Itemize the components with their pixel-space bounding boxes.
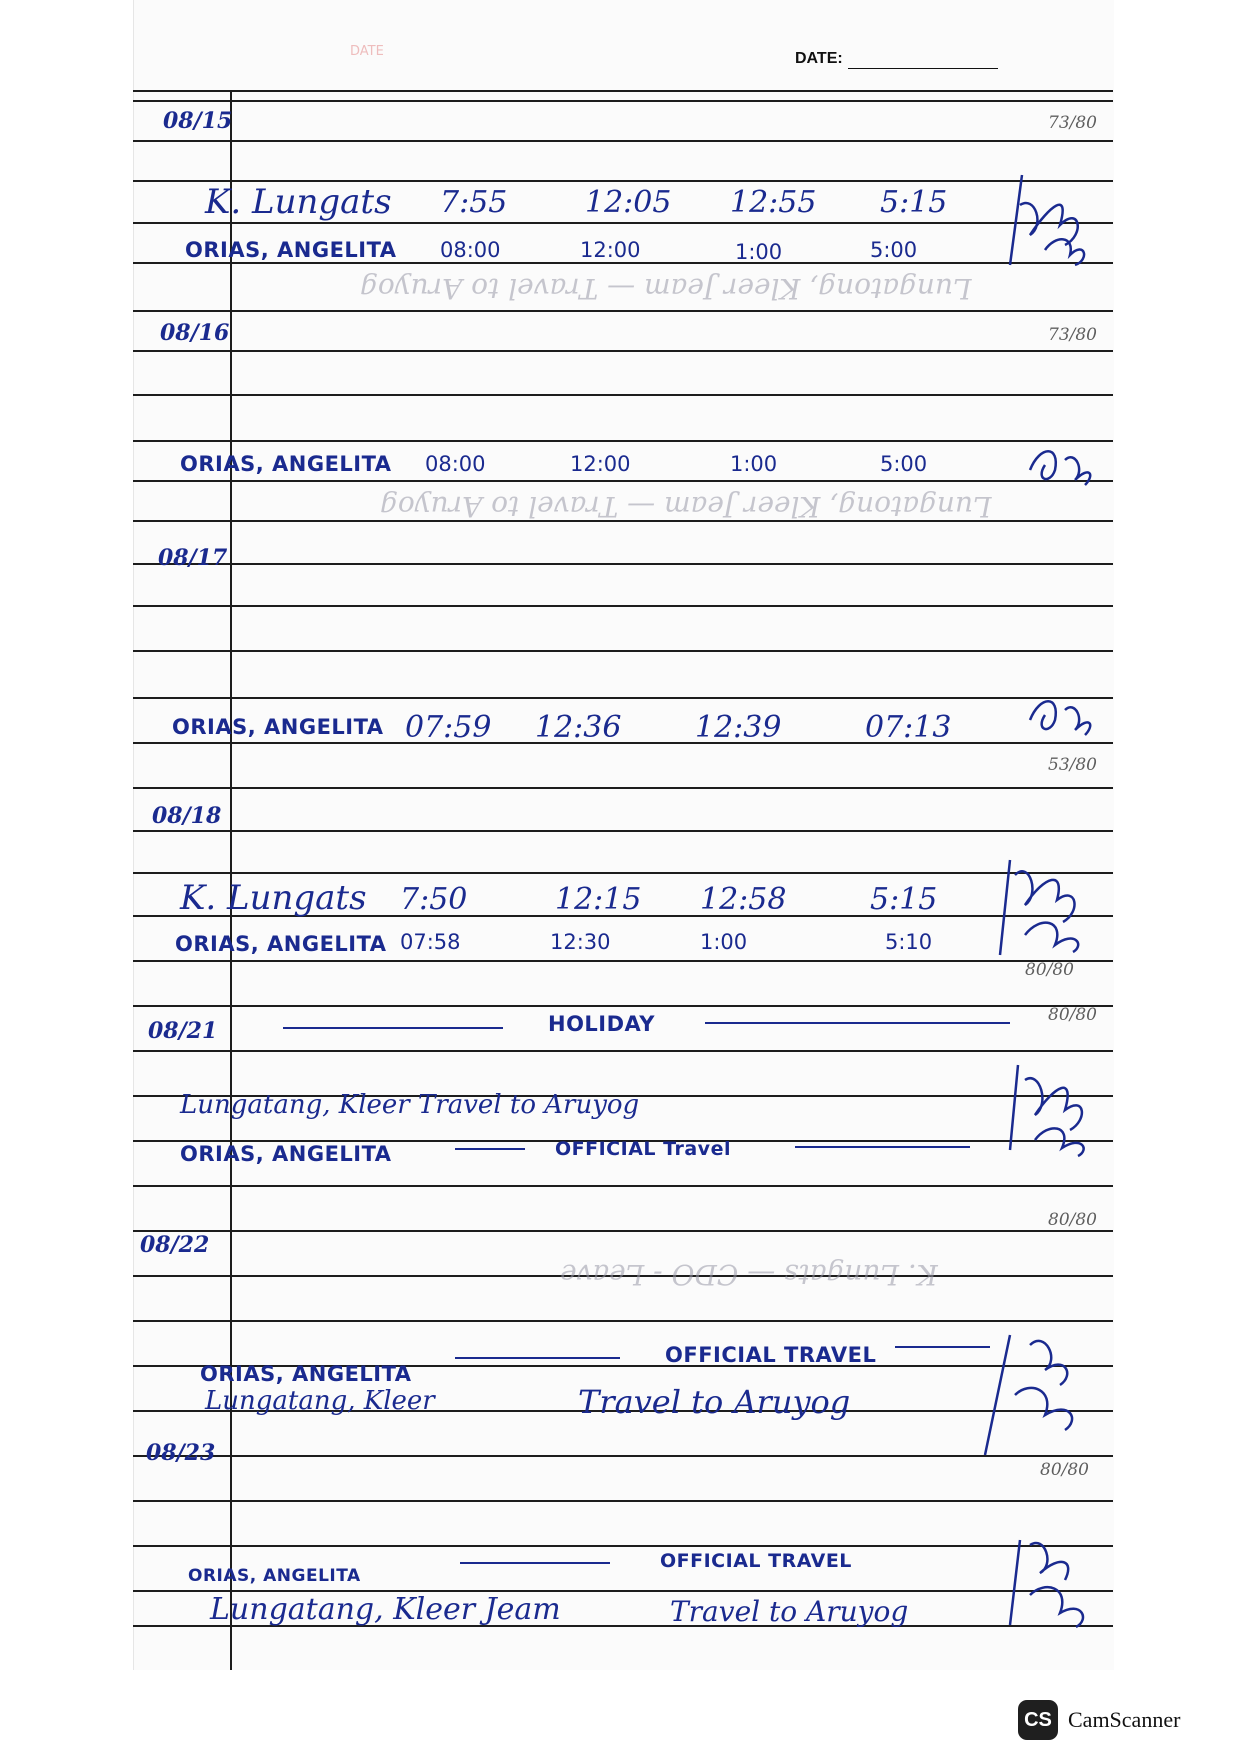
entry-date: 08/16 bbox=[160, 320, 230, 346]
time-in-am: 07:58 bbox=[400, 930, 461, 954]
entry-date: 08/22 bbox=[140, 1232, 210, 1258]
time-out-am: 12:00 bbox=[580, 238, 641, 262]
employee-name: ORIAS, ANGELITA bbox=[180, 452, 392, 476]
time-out-am: 12:30 bbox=[550, 930, 611, 954]
time-in-pm: 1:00 bbox=[735, 240, 783, 264]
time-in-am: 7:50 bbox=[400, 882, 468, 917]
employee-name: ORIAS, ANGELITA bbox=[200, 1362, 412, 1386]
signature-icon bbox=[990, 165, 1100, 275]
bleed-through-text: Lungatong, Kleer Jeam — Travel to Aruyog bbox=[380, 490, 992, 523]
employee-name: K. Lungats bbox=[180, 878, 367, 918]
time-out-pm: 5:00 bbox=[880, 452, 928, 476]
entry-score: 53/80 bbox=[1048, 755, 1097, 775]
entry-score: 73/80 bbox=[1048, 325, 1097, 345]
initials-icon bbox=[1020, 690, 1100, 740]
entry-date: 08/18 bbox=[152, 803, 222, 829]
camscanner-logo-icon: CS bbox=[1018, 1700, 1058, 1740]
travel-dash bbox=[460, 1562, 610, 1564]
travel-dash bbox=[455, 1148, 525, 1150]
time-in-am: 7:55 bbox=[440, 185, 508, 220]
signature-icon bbox=[990, 1050, 1100, 1160]
employee-name: Lungatang, Kleer bbox=[205, 1386, 435, 1416]
time-in-pm: 12:58 bbox=[700, 882, 787, 917]
bleed-through-text: Lungatong, Kleer Jeam — Travel to Aruyog bbox=[360, 272, 972, 305]
time-out-am: 12:36 bbox=[535, 710, 622, 745]
time-out-am: 12:05 bbox=[585, 185, 672, 220]
time-out-pm: 5:00 bbox=[870, 238, 918, 262]
time-in-am: 08:00 bbox=[440, 238, 501, 262]
signature-icon bbox=[990, 1525, 1100, 1635]
travel-note: Lungatang, Kleer Travel to Aruyog bbox=[180, 1090, 640, 1120]
travel-dash bbox=[795, 1146, 970, 1148]
travel-note: Travel to Aruyog bbox=[578, 1383, 851, 1421]
travel-dash bbox=[455, 1357, 620, 1359]
entry-score: 80/80 bbox=[1048, 1005, 1097, 1025]
date-label: DATE: bbox=[795, 50, 843, 67]
date-blank-line bbox=[848, 68, 998, 69]
travel-note: OFFICIAL Travel bbox=[555, 1138, 731, 1160]
employee-name: ORIAS, ANGELITA bbox=[175, 932, 387, 956]
signature-icon bbox=[985, 840, 1095, 960]
time-out-pm: 5:15 bbox=[870, 882, 938, 917]
time-in-am: 07:59 bbox=[405, 710, 492, 745]
bleed-through-text: K. Lungats — CDO - Leave bbox=[560, 1258, 938, 1291]
entry-date: 08/17 bbox=[158, 545, 228, 571]
signature-icon bbox=[975, 1320, 1090, 1460]
initials-icon bbox=[1020, 440, 1100, 490]
time-out-pm: 07:13 bbox=[865, 710, 952, 745]
travel-note: Travel to Aruyog bbox=[670, 1595, 909, 1628]
time-in-pm: 12:55 bbox=[730, 185, 817, 220]
time-in-pm: 1:00 bbox=[700, 930, 748, 954]
camscanner-watermark bbox=[1018, 1700, 1180, 1740]
time-out-am: 12:00 bbox=[570, 452, 631, 476]
entry-date: 08/23 bbox=[146, 1440, 216, 1466]
faint-date-label: DATE bbox=[350, 44, 384, 59]
camscanner-brand: CamScanner bbox=[1068, 1707, 1181, 1732]
holiday-dash-right bbox=[705, 1022, 1010, 1024]
employee-name: ORIAS, ANGELITA bbox=[172, 715, 384, 739]
entry-date: 08/15 bbox=[163, 108, 233, 134]
time-in-am: 08:00 bbox=[425, 452, 486, 476]
holiday-label: HOLIDAY bbox=[548, 1012, 656, 1036]
entry-score: 80/80 bbox=[1040, 1460, 1089, 1480]
travel-note: OFFICIAL TRAVEL bbox=[665, 1343, 877, 1367]
time-in-pm: 12:39 bbox=[695, 710, 782, 745]
holiday-dash-left bbox=[283, 1027, 503, 1029]
entry-score: 80/80 bbox=[1048, 1210, 1097, 1230]
employee-name: ORIAS, ANGELITA bbox=[185, 238, 397, 262]
time-in-pm: 1:00 bbox=[730, 452, 778, 476]
employee-name: ORIAS, ANGELITA bbox=[180, 1142, 392, 1166]
time-out-pm: 5:15 bbox=[880, 185, 948, 220]
travel-note: OFFICIAL TRAVEL bbox=[660, 1550, 852, 1572]
entry-score: 73/80 bbox=[1048, 113, 1097, 133]
employee-name: K. Lungats bbox=[205, 182, 392, 222]
time-out-pm: 5:10 bbox=[885, 930, 933, 954]
time-out-am: 12:15 bbox=[555, 882, 642, 917]
employee-name: Lungatang, Kleer Jeam bbox=[210, 1592, 561, 1627]
entry-date: 08/21 bbox=[148, 1018, 218, 1044]
entry-score: 80/80 bbox=[1025, 960, 1074, 980]
employee-name: ORIAS, ANGELITA bbox=[188, 1566, 361, 1586]
